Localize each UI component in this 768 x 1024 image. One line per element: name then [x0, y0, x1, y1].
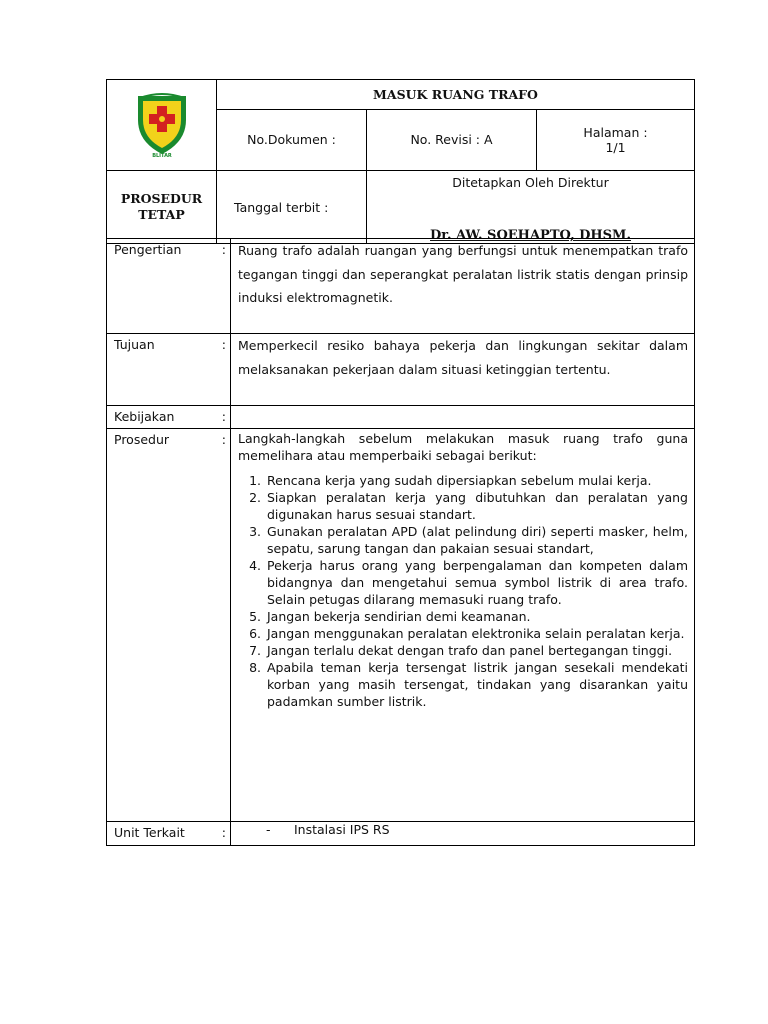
- tujuan-label: Tujuan: [114, 337, 155, 352]
- list-item: 7. Jangan terlalu dekat dengan trafo dan panel bertegangan tinggi.: [265, 642, 688, 659]
- unit-dash: -: [266, 822, 271, 837]
- list-item: 3. Gunakan peralatan APD (alat pelindung diri) seperti masker, helm, sepatu, sarung tangan dan pakaian sesuai standart,: [265, 523, 688, 557]
- row-prosedur: [107, 429, 695, 822]
- direktur-cell: [367, 171, 695, 244]
- prosedur-tetap-label: [107, 171, 217, 244]
- row-kebijakan: [107, 406, 695, 429]
- prosedur-intro: Langkah-langkah sebelum melakukan masuk ruang trafo guna memelihara atau memperbaiki sebagai berikut:: [238, 431, 688, 463]
- kebijakan-text: [231, 406, 695, 429]
- list-item: 5. Jangan bekerja sendirian demi keamanan.: [265, 608, 688, 625]
- ditetapkan-text: Ditetapkan Oleh Direktur: [452, 175, 609, 190]
- list-item: 2. Siapkan peralatan kerja yang dibutuhkan dan peralatan yang digunakan harus sesuai standart.: [265, 489, 688, 523]
- prosedur-steps: [238, 472, 688, 710]
- no-revisi: No. Revisi : A: [367, 109, 537, 170]
- unit-value: Instalasi IPS RS: [294, 822, 390, 837]
- row-pengertian: [107, 239, 695, 334]
- tujuan-text: Memperkecil resiko bahaya pekerja dan lingkungan sekitar dalam melaksanakan pekerjaan dalam situasi ketinggian tertentu.: [238, 338, 688, 377]
- logo-cell: [107, 80, 217, 171]
- prosedur-line2: TETAP: [138, 207, 185, 222]
- prosedur-line1: PROSEDUR: [120, 191, 203, 206]
- halaman: [537, 109, 695, 170]
- content-table: [106, 238, 695, 846]
- unit-label: Unit Terkait: [114, 825, 185, 840]
- pengertian-label: Pengertian: [114, 242, 182, 257]
- kebijakan-label: Kebijakan: [114, 409, 175, 424]
- header-table: [106, 79, 695, 244]
- pengertian-text: Ruang trafo adalah ruangan yang berfungsi untuk menempatkan trafo tegangan tinggi dan seperangkat peralatan listrik statis dengan prinsip induksi elektromagnetik.: [238, 243, 688, 305]
- hospital-logo: [132, 90, 192, 158]
- colon: :: [221, 242, 226, 257]
- colon: :: [221, 432, 226, 447]
- tanggal-terbit: Tanggal terbit :: [217, 171, 367, 244]
- list-item: 8. Apabila teman kerja tersengat listrik jangan sesekali mendekati korban yang masih tersengat, tindakan yang disarankan yaitu padamkan sumber listrik.: [265, 659, 688, 710]
- document-title: MASUK RUANG TRAFO: [217, 80, 695, 110]
- halaman-label: Halaman :: [583, 124, 648, 140]
- direktur-name: Dr. AW. SOEHAPTO, DHSM.: [430, 228, 631, 243]
- unit-terkait-value: [238, 822, 688, 838]
- list-item: 6. Jangan menggunakan peralatan elektronika selain peralatan kerja.: [265, 625, 688, 642]
- list-item: 4. Pekerja harus orang yang berpengalaman dan kompeten dalam bidangnya dan mengetahui semua symbol listrik di area trafo. Selain petugas dilarang memasuki ruang trafo.: [265, 557, 688, 608]
- colon: :: [221, 337, 226, 352]
- list-item: 1. Rencana kerja yang sudah dipersiapkan sebelum mulai kerja.: [265, 472, 688, 489]
- row-unit-terkait: [107, 822, 695, 846]
- colon: :: [221, 409, 226, 424]
- logo-text: BLITAR: [151, 152, 172, 158]
- no-dokumen: No.Dokumen :: [217, 109, 367, 170]
- colon: :: [221, 825, 226, 840]
- row-tujuan: [107, 334, 695, 406]
- prosedur-label: Prosedur: [114, 432, 170, 447]
- halaman-value: 1/1: [605, 139, 626, 155]
